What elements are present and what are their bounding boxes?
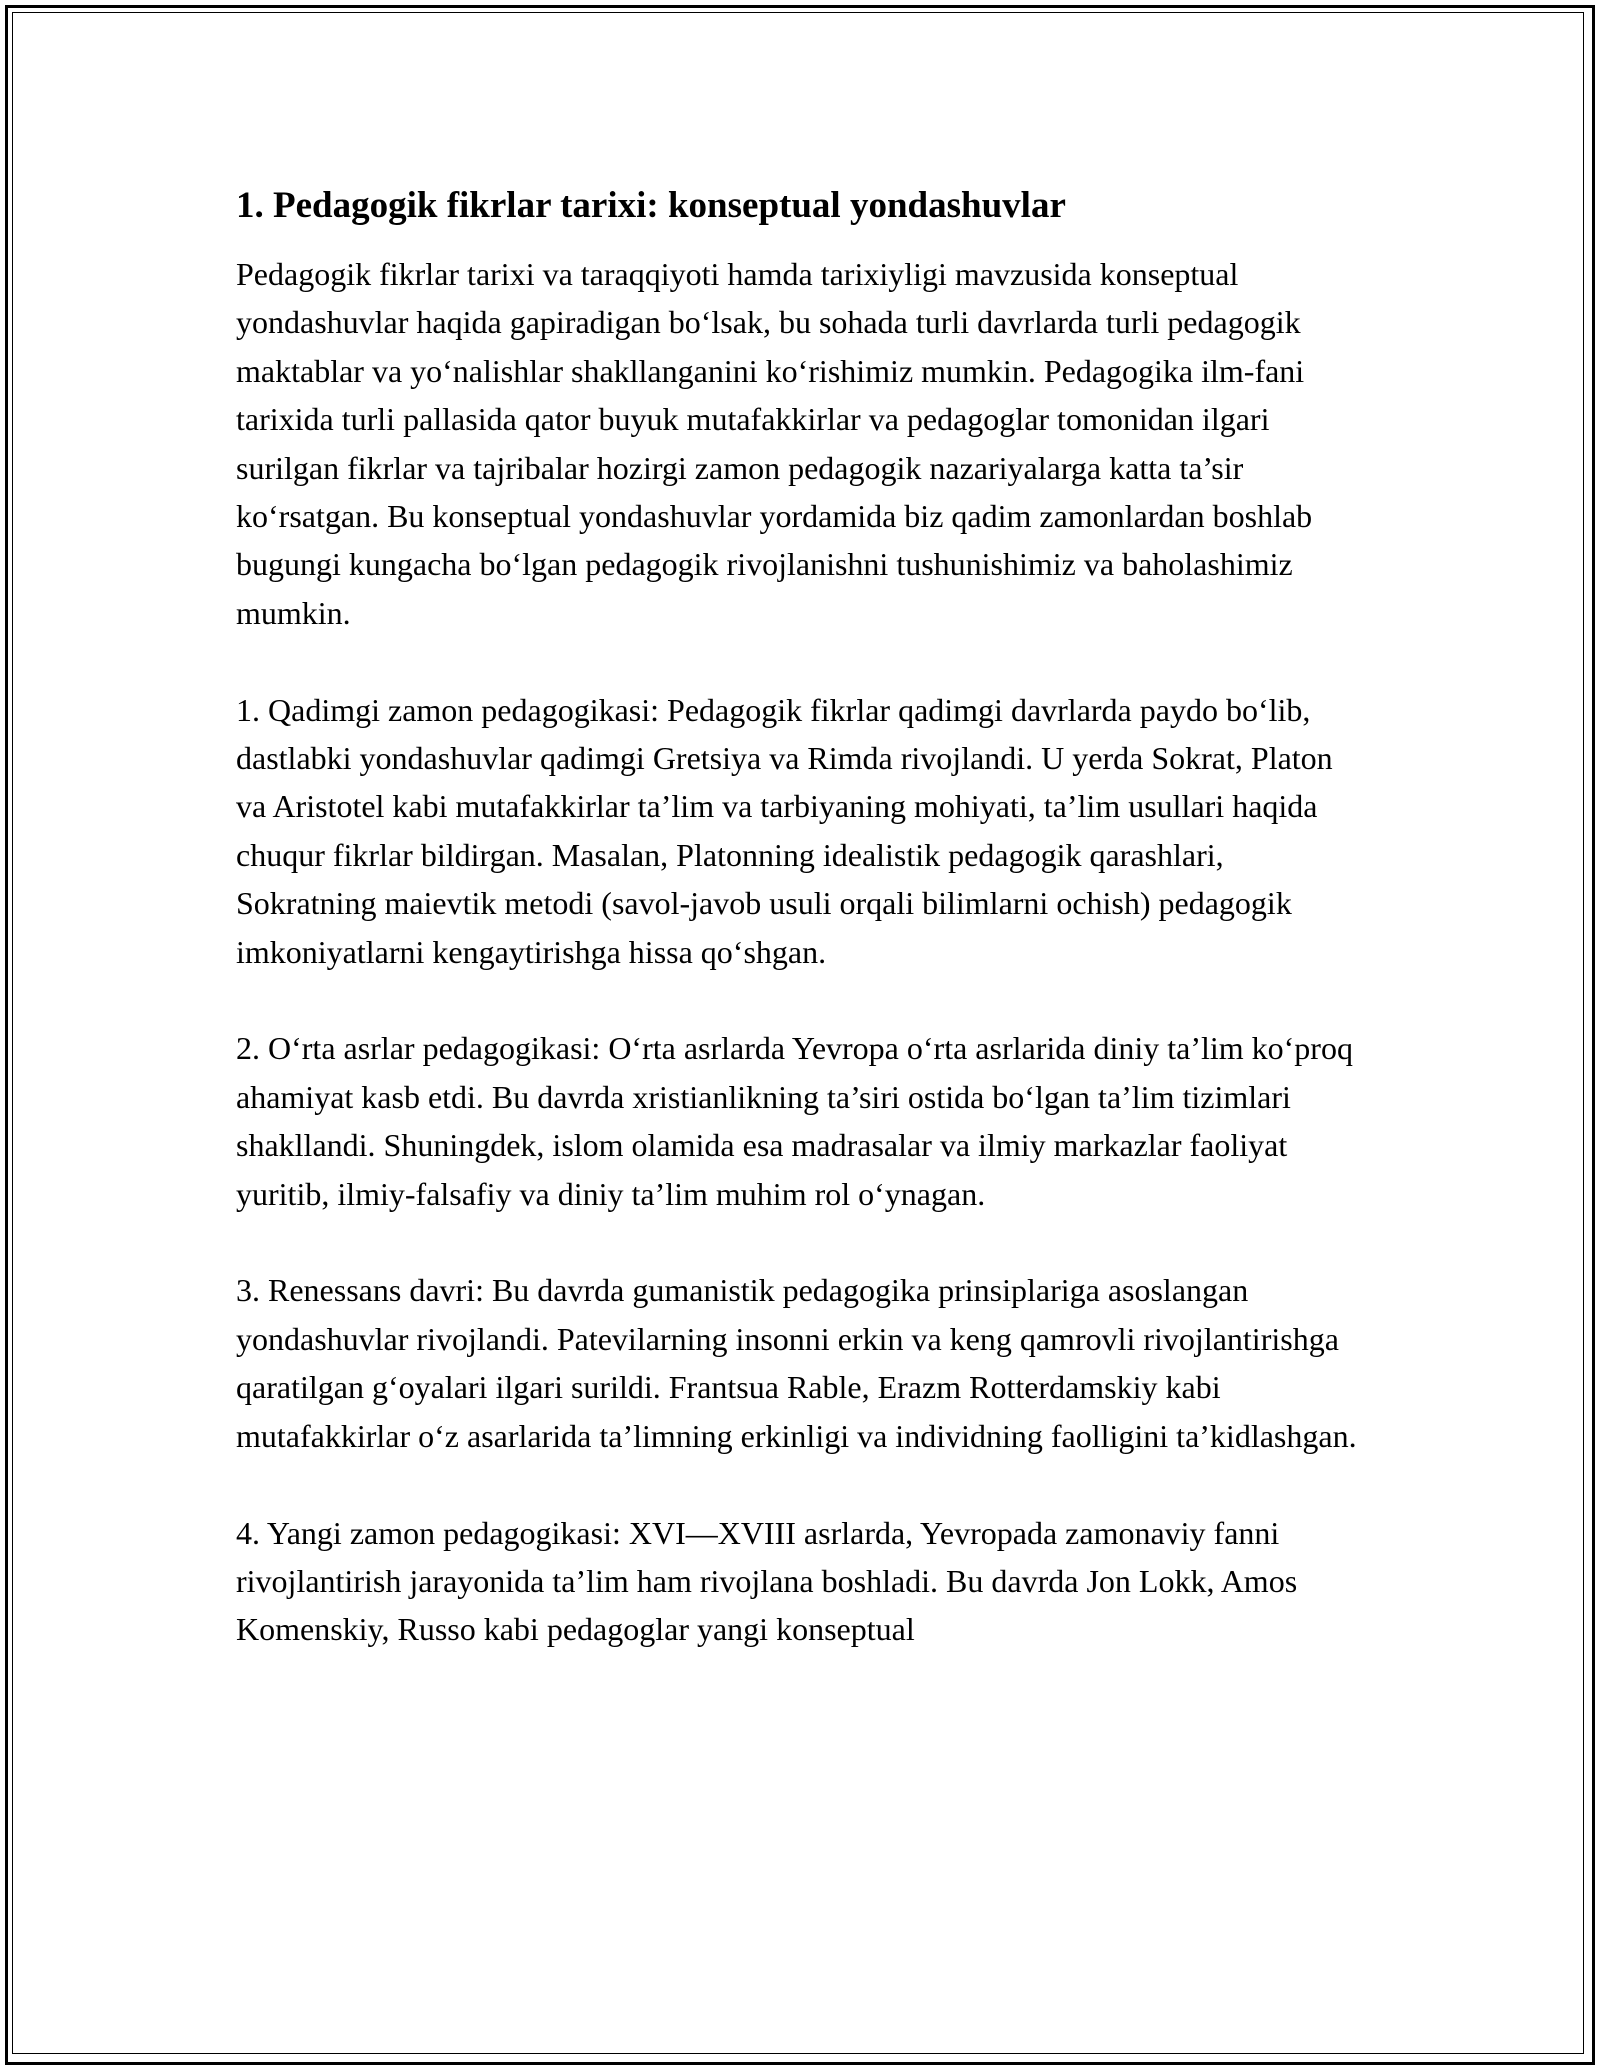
paragraph-ancient-pedagogy: 1. Qadimgi zamon pedagogikasi: Pedagogik fikrlar qadimgi davrlarda paydo bo‘lib, dastlabki yondashuvlar qadimgi Gretsiya va Rimda rivojlandi. U yerda Sokrat, Platon va Aristotel kabi mutafakkirlar ta’lim va tarbiyaning mohiyati, ta’lim usullari haqida chuqur fikrlar bildirgan. Masalan, Platonning idealistik pedagogik qarashlari, Sokratning maievtik metodi (savol-javob usuli orqali bilimlarni ochish) pedagogik imkoniyatlarni kengaytirishga hissa qo‘shgan.	[236, 691, 1333, 970]
paragraph-modern-pedagogy: 4. Yangi zamon pedagogikasi: XVI—XVIII asrlarda, Yevropada zamonaviy fanni rivojlantirish jarayonida ta’lim ham rivojlana boshladi. Bu davrda Jon Lokk, Amos Komenskiy, Russo kabi pedagoglar yangi konseptual	[236, 1514, 1298, 1648]
section-heading: 1. Pedagogik fikrlar tarixi: konseptual yondashuvlar	[236, 185, 1066, 226]
intro-paragraph: Pedagogik fikrlar tarixi va taraqqiyoti hamda tarixiyligi mavzusida konseptual yondashuvlar haqida gapiradigan bo‘lsak, bu sohada turli davrlarda turli pedagogik maktablar va yo‘nalishlar shakllanganini ko‘rishimiz mumkin. Pedagogika ilm-fani tarixida turli pallasida qator buyuk mutafakkirlar va pedagoglar tomonidan ilgari surilgan fikrlar va tajribalar hozirgi zamon pedagogik nazariyalarga katta ta’sir ko‘rsatgan. Bu konseptual yondashuvlar yordamida biz qadim zamonlardan boshlab bugungi kungacha bo‘lgan pedagogik rivojlanishni tushunishimiz va baholashimiz mumkin.	[236, 256, 1313, 631]
document-body	[236, 184, 1366, 1702]
paragraph-middle-ages-pedagogy: 2. O‘rta asrlar pedagogikasi: O‘rta asrlarda Yevropa o‘rta asrlarida diniy ta’lim ko‘proq ahamiyat kasb etdi. Bu davrda xristianlikning ta’siri ostida bo‘lgan ta’lim tizimlari shakllandi. Shuningdek, islom olamida esa madrasalar va ilmiy markazlar faoliyat yuritib, ilmiy-falsafiy va diniy ta’lim muhim rol o‘ynagan.	[236, 1030, 1353, 1212]
paragraph-renaissance: 3. Renessans davri: Bu davrda gumanistik pedagogika prinsiplariga asoslangan yondashuvlar rivojlandi. Patevilarning insonni erkin va keng qamrovli rivojlantirishga qaratilgan g‘oyalari ilgari surildi. Frantsua Rable, Erazm Rotterdamskiy kabi mutafakkirlar o‘z asarlarida ta’limning erkinligi va individning faolligini ta’kidlashgan.	[236, 1272, 1357, 1454]
